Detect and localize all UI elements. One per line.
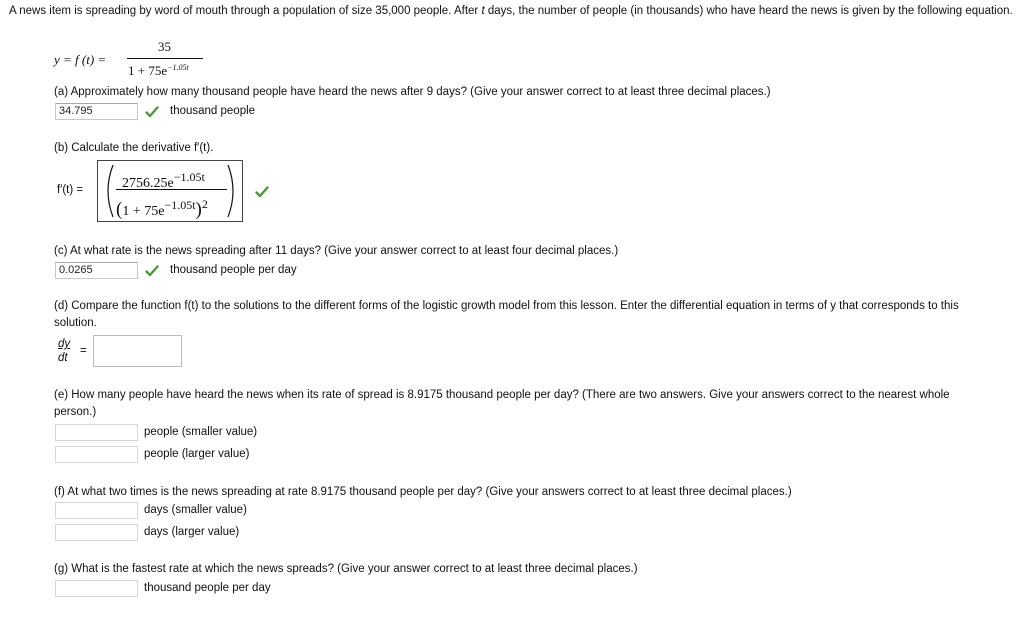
part-c-question: (c) At what rate is the news spreading after 11 days? (Give your answer correct to at least four decimal places.) [54, 245, 619, 257]
part-e-smaller-label: people (smaller value) [144, 426, 258, 438]
part-b-numerator: $2756.25e^{-1.05t}$ [122, 170, 205, 191]
equation-numerator: 35 [158, 39, 171, 54]
part-e-smaller-field[interactable] [55, 424, 138, 441]
part-f-smaller-label: days (smaller value) [144, 504, 247, 516]
part-a-unit: thousand people [170, 105, 256, 117]
equals-sign: = [80, 345, 87, 357]
part-d-answer-field[interactable] [93, 335, 182, 367]
left-paren [101, 163, 117, 219]
part-g-question: (g) What is the fastest rate at which the news spreads? (Give your answer correct to at least three decimal places.) [54, 563, 638, 575]
problem-intro: A news item is spreading by word of mouth through a population of size 35,000 people. After t days, the number of people (in thousands) who have heard the news is given by the following equation. [9, 5, 1013, 17]
part-b-fraction-bar [116, 189, 227, 190]
part-c-unit: thousand people per day [170, 264, 297, 276]
equation-fraction-bar [127, 58, 203, 59]
part-f-question: (f) At what two times is the news spreading at rate 8.9175 thousand people per day? (Give your answers correct to at least three decimal places.) [54, 486, 792, 498]
equation-denominator: $1 + 75e^{-1.05t}$ [128, 63, 189, 78]
part-f-larger-label: days (larger value) [144, 526, 240, 538]
dy-label: dy [58, 338, 71, 350]
check-icon [255, 185, 269, 199]
part-e-question: (e) How many people have heard the news when its rate of spread is 8.9175 thousand people per day? (There are two answers. Give your answers correct to the nearest whole person.) [54, 389, 950, 418]
check-icon [145, 105, 159, 119]
dt-label: dt [58, 352, 68, 364]
part-f-larger-field[interactable] [55, 524, 138, 541]
part-g-unit: thousand people per day [144, 582, 271, 594]
part-a-question: (a) Approximately how many thousand people have heard the news after 9 days? (Give your answer correct to at least three decimal places.) [54, 86, 771, 98]
equation-lhs: y = f (t) = [54, 52, 107, 67]
part-a-answer-field[interactable]: 34.795 [55, 103, 138, 120]
part-g-answer-field[interactable] [55, 580, 138, 597]
part-b-lhs: f′(t) = [57, 184, 84, 196]
part-d-question: (d) Compare the function f(t) to the solutions to the different forms of the logistic growth model from this lesson. Enter the differential equation in terms of y that corresponds to this solution. [54, 300, 959, 329]
part-b-answer-field[interactable] [97, 160, 243, 222]
part-f-smaller-field[interactable] [55, 502, 138, 519]
right-paren [224, 163, 240, 219]
part-c-answer-field[interactable]: 0.0265 [55, 262, 138, 279]
part-b-question: (b) Calculate the derivative f′(t). [54, 142, 214, 154]
part-e-larger-field[interactable] [55, 446, 138, 463]
part-e-larger-label: people (larger value) [144, 448, 250, 460]
check-icon [145, 264, 159, 278]
part-b-denominator: $(1 + 75e^{-1.05t})^2$ [116, 197, 208, 220]
